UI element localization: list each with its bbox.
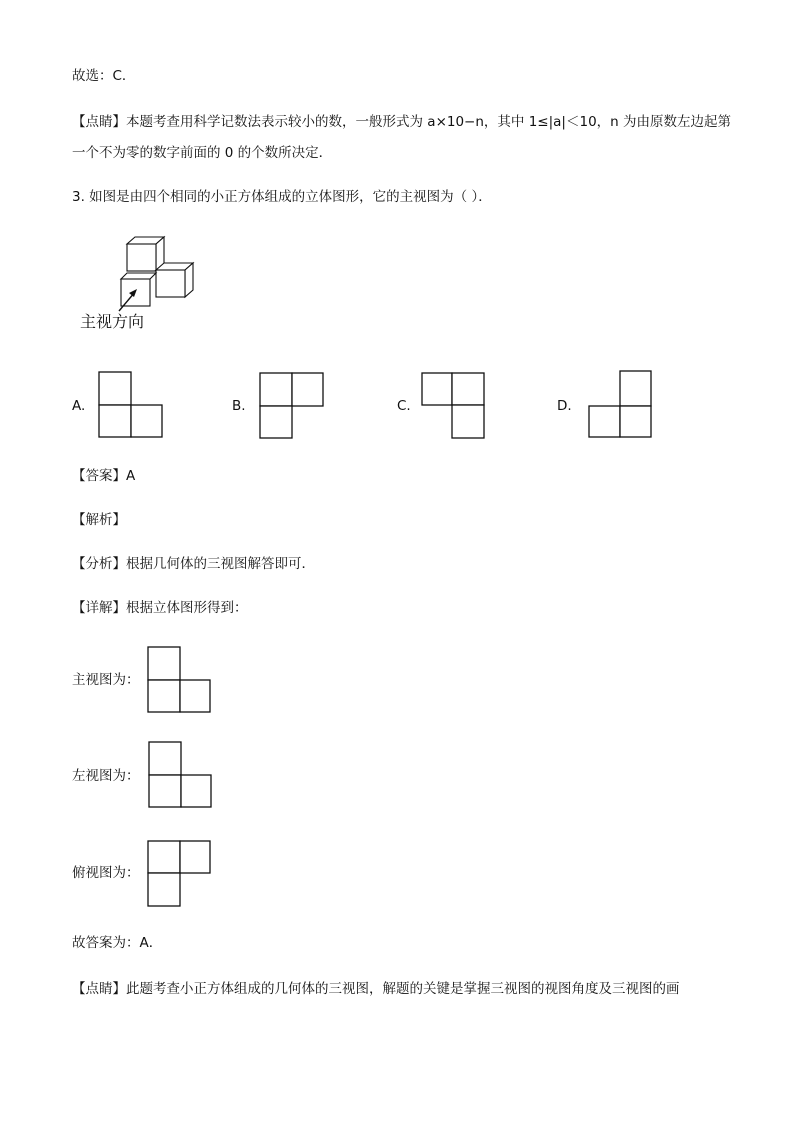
fenxi-tag: 【分析】 [72, 556, 126, 572]
answer-tag: 【答案】 [72, 468, 126, 484]
answer-line [72, 466, 135, 486]
top-view-figure [147, 840, 217, 910]
dianjing-text-final: 此题考查小正方体组成的几何体的三视图，解题的关键是掌握三视图的视图角度及三视图的画 [126, 981, 680, 997]
dianjing-tag-final: 【点睛】 [72, 981, 126, 997]
dianjing-paragraph-2: 一个不为零的数字前面的 0 的个数所决定． [72, 145, 333, 161]
top-view-label: 俯视图为： [72, 865, 140, 881]
answer-value: A [126, 468, 136, 484]
fenxi-text: 根据几何体的三视图解答即可． [126, 556, 315, 572]
left-view-label: 左视图为： [72, 768, 140, 784]
conclusion-line: 故答案为：A． [72, 935, 163, 951]
front-view-label: 主视图为： [72, 672, 140, 688]
xiangjie-tag: 【详解】 [72, 600, 126, 616]
left-view-figure [148, 741, 218, 811]
option-a-figure [98, 371, 168, 441]
question-stem: 3. 如图是由四个相同的小正方体组成的立体图形，它的主视图为（ ）． [72, 189, 492, 205]
dianjing-text: 本题考查用科学记数法表示较小的数，一般形式为 a×10−n，其中 1≤|a|＜10，n 为由原数左边起第 [126, 114, 732, 130]
front-view-figure [147, 646, 217, 716]
dianjing-tag: 【点睛】 [72, 114, 126, 130]
select-answer-line: 故选：C． [72, 68, 136, 84]
analysis-tag: 【解析】 [72, 512, 126, 528]
option-a-label: A. [72, 398, 86, 414]
xiangjie-text: 根据立体图形得到： [126, 600, 248, 616]
option-c-figure [421, 372, 491, 442]
option-b-figure [259, 372, 329, 442]
dianjing-paragraph-1 [72, 112, 731, 132]
option-c-label: C. [397, 398, 411, 414]
option-d-label: D. [557, 398, 572, 414]
option-b-label: B. [232, 398, 246, 414]
fenxi-line [72, 554, 315, 574]
option-d-figure [588, 370, 658, 440]
dianjing-paragraph-final [72, 979, 680, 999]
view-direction-caption: 主视方向 [80, 312, 145, 331]
xiangjie-line [72, 598, 248, 618]
